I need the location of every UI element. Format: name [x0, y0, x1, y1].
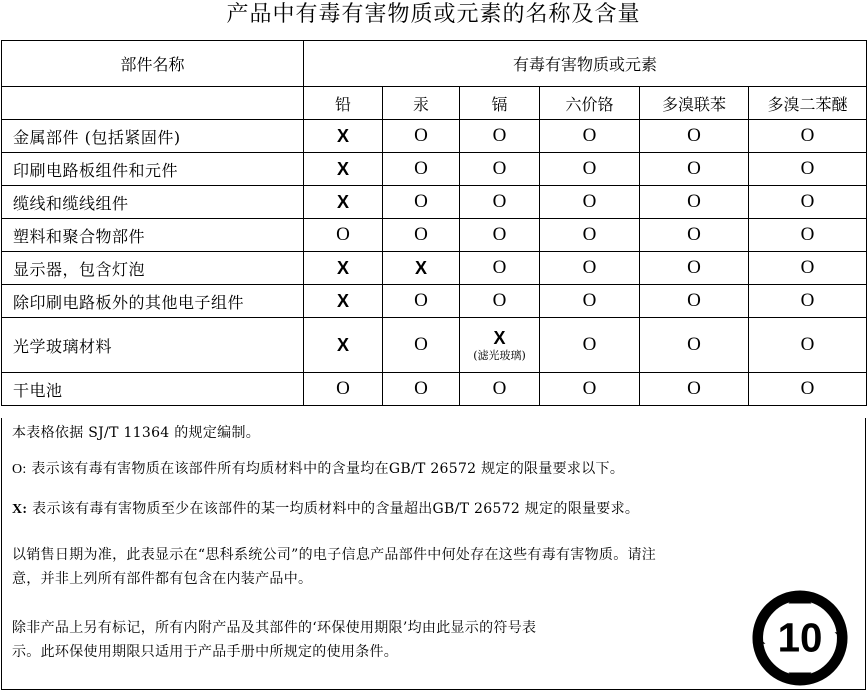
- substance-mark-cell: [640, 153, 749, 186]
- within-limit-mark: O: [414, 334, 428, 355]
- within-limit-mark: O: [492, 224, 507, 245]
- substance-mark-cell: [304, 285, 383, 318]
- substance-mark-cell: [640, 120, 749, 153]
- table-row: [2, 373, 867, 406]
- exceeds-limit-mark: X: [336, 125, 349, 146]
- within-limit-mark: O: [800, 378, 815, 399]
- within-limit-mark: O: [582, 334, 597, 355]
- part-name-cell: 显示器，包含灯泡: [2, 252, 304, 285]
- substance-mark-cell: [383, 186, 460, 219]
- substance-mark-cell: [383, 285, 460, 318]
- o-definition: [12, 458, 624, 481]
- within-limit-mark: O: [492, 257, 507, 278]
- substance-mark-cell: [304, 186, 383, 219]
- substance-mark-cell: [460, 153, 540, 186]
- substance-header: 有毒有害物质或元素: [304, 41, 867, 87]
- blank-header-cell: [2, 87, 304, 120]
- substance-mark-cell: [304, 373, 383, 406]
- substance-mark-cell: [640, 252, 749, 285]
- substance-mark-cell: [460, 252, 540, 285]
- substance-mark-cell: [640, 373, 749, 406]
- within-limit-mark: O: [800, 125, 815, 146]
- part-name-cell: 缆线和缆线组件: [2, 186, 304, 219]
- substance-mark-cell: [749, 318, 867, 373]
- table-row: [2, 318, 867, 373]
- within-limit-mark: O: [687, 125, 701, 146]
- substance-mark-cell: [460, 373, 540, 406]
- within-limit-mark: O: [687, 257, 701, 278]
- within-limit-mark: O: [687, 158, 701, 179]
- column-hexavalent-chromium: 六价铬: [540, 87, 640, 120]
- substance-mark-cell: [640, 318, 749, 373]
- substance-mark-cell: [540, 285, 640, 318]
- environmental-protection-use-period-icon: [752, 590, 848, 686]
- within-limit-mark: O: [800, 334, 815, 355]
- within-limit-mark: O: [492, 290, 507, 311]
- substance-mark-cell: [540, 186, 640, 219]
- substance-mark-cell: [383, 318, 460, 373]
- exceeds-limit-mark: X: [493, 328, 506, 348]
- within-limit-mark: O: [492, 378, 507, 399]
- substance-mark-cell: [640, 186, 749, 219]
- within-limit-mark: O: [492, 125, 507, 146]
- within-limit-mark: O: [582, 224, 597, 245]
- within-limit-mark: O: [582, 191, 597, 212]
- within-limit-mark: O: [414, 191, 428, 212]
- substance-mark-cell: [749, 252, 867, 285]
- within-limit-mark: O: [414, 290, 428, 311]
- substance-mark-cell: [749, 186, 867, 219]
- substance-mark-cell: [540, 373, 640, 406]
- exceeds-limit-mark: X: [336, 257, 349, 278]
- part-name-cell: 除印刷电路板外的其他电子组件: [2, 285, 304, 318]
- within-limit-mark: O: [687, 378, 701, 399]
- substance-mark-cell: [749, 285, 867, 318]
- within-limit-mark: O: [414, 224, 428, 245]
- substance-mark-cell: [460, 120, 540, 153]
- period-note-line2: 示。此环保使用期限只适用于产品手册中所规定的使用条件。: [12, 644, 399, 660]
- o-text: 表示该有毒有害物质在该部件所有均质材料中的含量均在GB/T 26572 规定的限量要求以下。: [31, 461, 625, 477]
- part-name-header: 部件名称: [2, 41, 304, 87]
- within-limit-mark: O: [582, 158, 597, 179]
- column-mercury: 汞: [383, 87, 460, 120]
- within-limit-mark: O: [414, 158, 428, 179]
- exceeds-limit-mark: X: [414, 257, 427, 278]
- part-name-cell: 光学玻璃材料: [2, 318, 304, 373]
- exceeds-limit-mark: X: [336, 191, 349, 212]
- within-limit-mark: O: [336, 224, 350, 245]
- substance-mark-cell: [749, 219, 867, 252]
- exceeds-limit-mark: X: [336, 158, 349, 179]
- substance-mark-cell: [540, 153, 640, 186]
- within-limit-mark: O: [800, 257, 815, 278]
- notes-section: [1, 418, 866, 690]
- substance-mark-cell: [304, 120, 383, 153]
- within-limit-mark: O: [582, 257, 597, 278]
- document-title: 产品中有毒有害物质或元素的名称及含量: [226, 2, 641, 27]
- substance-mark-cell: [304, 219, 383, 252]
- substance-mark-cell: [749, 153, 867, 186]
- substance-mark-cell: [540, 252, 640, 285]
- part-name-cell: 印刷电路板组件和元件: [2, 153, 304, 186]
- within-limit-mark: O: [687, 290, 701, 311]
- x-text: 表示该有毒有害物质至少在该部件的某一均质材料中的含量超出GB/T 26572 规定的限量要求。: [32, 501, 640, 517]
- substance-mark-cell: [640, 219, 749, 252]
- substance-mark-cell: [749, 120, 867, 153]
- substance-mark-cell: [304, 153, 383, 186]
- exceeds-limit-mark: X: [336, 290, 349, 311]
- table-row: [2, 285, 867, 318]
- substance-mark-cell: [540, 219, 640, 252]
- exceeds-limit-mark: X: [336, 334, 349, 355]
- period-note-line1: 除非产品上另有标记，所有内附产品及其部件的‘环保使用期限’均由此显示的符号表: [12, 620, 537, 636]
- standard-note: 本表格依据 SJ/T 11364 的规定编制。: [12, 425, 261, 441]
- substance-mark-cell: [460, 186, 540, 219]
- substance-mark-cell: [460, 318, 540, 373]
- within-limit-mark: O: [687, 224, 701, 245]
- within-limit-mark: O: [582, 125, 597, 146]
- within-limit-mark: O: [414, 378, 428, 399]
- x-label: X:: [12, 502, 28, 517]
- within-limit-mark: O: [800, 158, 815, 179]
- substance-mark-cell: [383, 120, 460, 153]
- substance-mark-cell: [383, 219, 460, 252]
- substance-mark-cell: [383, 373, 460, 406]
- part-name-cell: 塑料和聚合物部件: [2, 219, 304, 252]
- date-note-line1: 以销售日期为准，此表显示在“思科系统公司”的电子信息产品部件中何处存在这些有毒有害物质。请注: [12, 547, 657, 563]
- column-lead: 铅: [304, 87, 383, 120]
- within-limit-mark: O: [492, 191, 507, 212]
- substance-mark-cell: [540, 120, 640, 153]
- part-name-cell: 干电池: [2, 373, 304, 406]
- within-limit-mark: O: [336, 378, 350, 399]
- within-limit-mark: O: [800, 290, 815, 311]
- column-pbde: 多溴二苯醚: [749, 87, 867, 120]
- o-label: O:: [12, 462, 27, 477]
- within-limit-mark: O: [414, 125, 428, 146]
- within-limit-mark: O: [582, 378, 597, 399]
- table-row: [2, 252, 867, 285]
- within-limit-mark: O: [492, 158, 507, 179]
- table-row: [2, 186, 867, 219]
- column-pbb: 多溴联苯: [640, 87, 749, 120]
- within-limit-mark: O: [582, 290, 597, 311]
- part-name-cell: 金属部件 (包括紧固件): [2, 120, 304, 153]
- substance-mark-cell: [460, 285, 540, 318]
- substance-mark-cell: [749, 373, 867, 406]
- within-limit-mark: O: [687, 191, 701, 212]
- substance-mark-cell: [460, 219, 540, 252]
- hazardous-substance-table: [1, 40, 867, 406]
- within-limit-mark: O: [800, 191, 815, 212]
- substance-mark-cell: [383, 153, 460, 186]
- table-row: [2, 219, 867, 252]
- substance-mark-cell: [304, 252, 383, 285]
- table-row: [2, 153, 867, 186]
- within-limit-mark: O: [800, 224, 815, 245]
- date-note-line2: 意，并非上列所有部件都有包含在内装产品中。: [12, 571, 313, 587]
- substance-mark-cell: [383, 252, 460, 285]
- table-row: [2, 120, 867, 153]
- column-cadmium: 镉: [460, 87, 540, 120]
- within-limit-mark: O: [687, 334, 701, 355]
- cadmium-note: (滤光玻璃): [473, 349, 526, 362]
- x-definition: [12, 498, 639, 521]
- substance-mark-cell: [540, 318, 640, 373]
- logo-number: 10: [777, 614, 823, 661]
- substance-mark-cell: [304, 318, 383, 373]
- substance-mark-cell: [640, 285, 749, 318]
